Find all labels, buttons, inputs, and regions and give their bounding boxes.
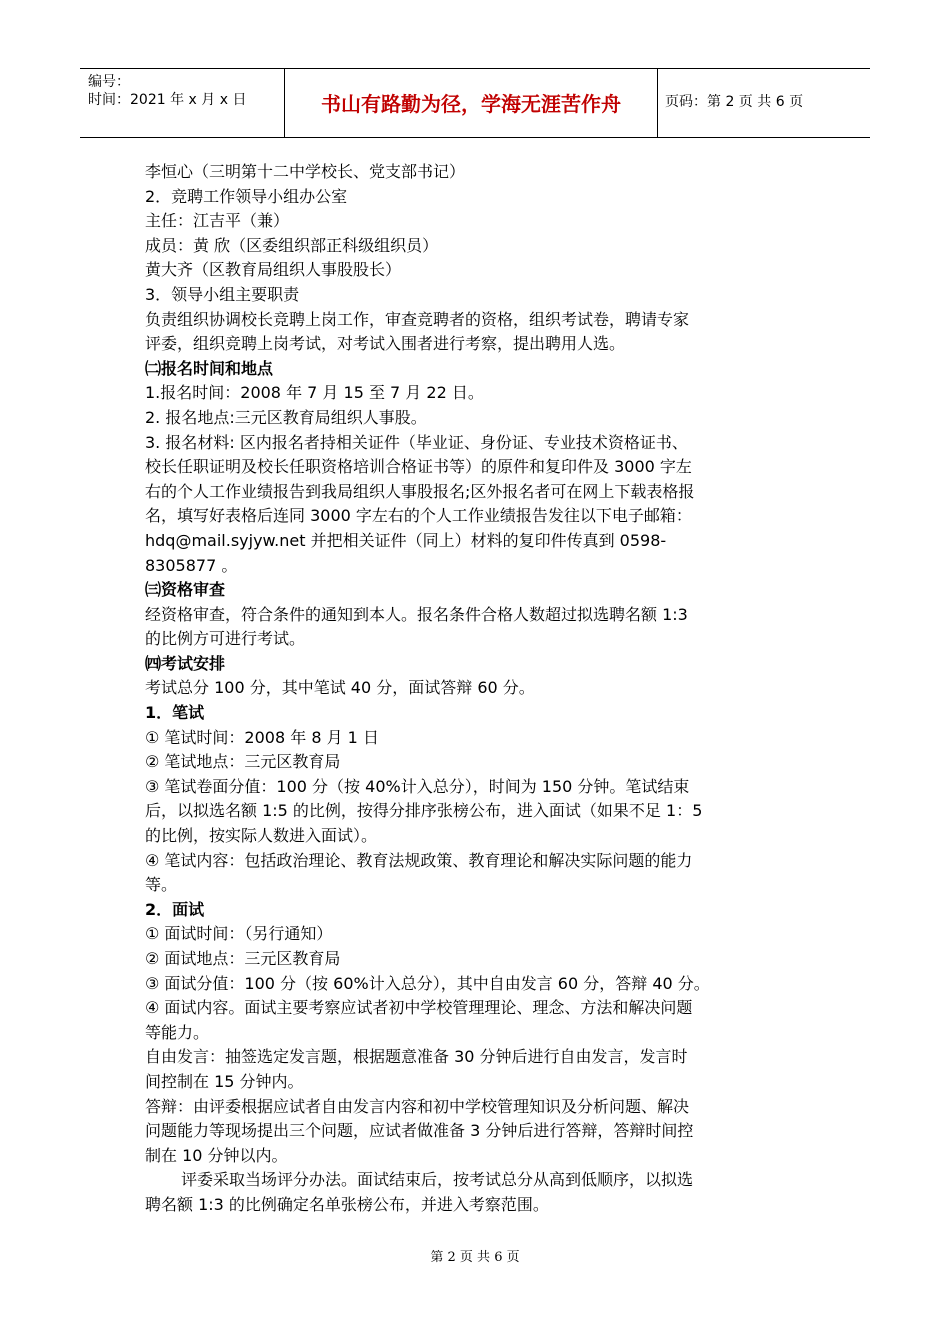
- section-heading: ㈣考试安排: [145, 653, 226, 673]
- page-header: [80, 68, 870, 138]
- text-line: 答辩：由评委根据应试者自由发言内容和初中学校管理知识及分析问题、解决: [145, 1096, 690, 1116]
- text-line: hdq@mail.syjyw.net 并把相关证件（同上）材料的复印件传真到 0598-: [145, 530, 667, 550]
- page-info: 页码：第 2 页 共 6 页: [665, 94, 804, 110]
- number-label: 编号：: [88, 74, 130, 90]
- subsection-heading: 2．面试: [145, 899, 205, 919]
- text-line: 等。: [145, 875, 178, 895]
- header-page-cell: [657, 69, 870, 137]
- text-line: ④ 笔试内容：包括政治理论、教育法规政策、教育理论和解决实际问题的能力: [145, 850, 693, 870]
- text-line: 3. 报名材料: 区内报名者持相关证件（毕业证、身份证、专业技术资格证书、: [145, 432, 688, 452]
- text-line: 评委采取当场评分办法。面试结束后，按考试总分从高到低顺序，以拟选: [181, 1170, 694, 1190]
- text-line: 的比例方可进行考试。: [145, 629, 306, 649]
- text-line: 自由发言：抽签选定发言题，根据题意准备 30 分钟后进行自由发言，发言时: [145, 1047, 688, 1067]
- text-line: 黄大齐（区教育局组织人事股股长）: [145, 260, 402, 280]
- text-line: 2. 报名地点:三元区教育局组织人事股。: [145, 407, 427, 427]
- text-line: ④ 面试内容。面试主要考察应试者初中学校管理理论、理念、方法和解决问题: [145, 998, 693, 1018]
- section-heading: ㈢资格审查: [145, 580, 226, 600]
- text-line: 右的个人工作业绩报告到我局组织人事股报名;区外报名者可在网上下载表格报: [145, 481, 695, 501]
- document-body: [145, 160, 815, 1218]
- time-label: 时间：2021 年 x 月 x 日: [88, 92, 247, 108]
- text-line: ② 笔试地点：三元区教育局: [145, 752, 341, 772]
- text-line: 校长任职证明及校长任职资格培训合格证书等）的原件和复印件及 3000 字左: [145, 457, 692, 477]
- text-line: 后，以拟选名额 1:5 的比例，按得分排序张榜公布，进入面试（如果不足 1：5: [145, 801, 703, 821]
- text-line: 1.报名时间：2008 年 7 月 15 至 7 月 22 日。: [145, 383, 484, 403]
- text-line: 等能力。: [145, 1022, 210, 1042]
- text-line: 主任：江吉平（兼）: [145, 211, 290, 231]
- text-line: ③ 面试分值：100 分（按 60%计入总分），其中自由发言 60 分，答辩 40 分。: [145, 973, 710, 993]
- text-line: 的比例，按实际人数进入面试）。: [145, 826, 378, 846]
- text-line: 名，填写好表格后连同 3000 字左右的个人工作业绩报告发往以下电子邮箱：: [145, 506, 692, 526]
- text-line: 成员：黄 欣（区委组织部正科级组织员）: [145, 235, 439, 255]
- text-line: 李恒心（三明第十二中学校长、党支部书记）: [145, 162, 466, 181]
- text-line: 经资格审查，符合条件的通知到本人。报名条件合格人数超过拟选聘名额 1:3: [145, 604, 688, 624]
- text-line: 考试总分 100 分，其中笔试 40 分，面试答辩 60 分。: [145, 678, 535, 698]
- text-line: 负责组织协调校长竞聘上岗工作，审查竞聘者的资格，组织考试卷，聘请专家: [145, 309, 690, 329]
- text-line: 评委，组织竞聘上岗考试，对考试入围者进行考察，提出聘用人选。: [145, 334, 626, 354]
- header-meta-cell: [80, 69, 284, 137]
- page-footer: 第 2 页 共 6 页: [430, 1250, 520, 1265]
- text-line: ② 面试地点：三元区教育局: [145, 949, 341, 968]
- text-line: 聘名额 1:3 的比例确定名单张榜公布，并进入考察范围。: [145, 1194, 549, 1214]
- text-line: 3．领导小组主要职责: [145, 284, 300, 304]
- text-line: ③ 笔试卷面分值：100 分（按 40%计入总分），时间为 150 分钟。笔试结束: [145, 776, 690, 796]
- text-line: 2．竞聘工作领导小组办公室: [145, 186, 348, 206]
- text-line: 制在 10 分钟以内。: [145, 1145, 288, 1165]
- text-line: 问题能力等现场提出三个问题，应试者做准备 3 分钟后进行答辩，答辩时间控: [145, 1121, 694, 1141]
- motto: 书山有路勤为径，学海无涯苦作舟: [321, 92, 621, 116]
- text-line: 间控制在 15 分钟内。: [145, 1071, 304, 1091]
- text-line: ① 笔试时间：2008 年 8 月 1 日: [145, 727, 379, 747]
- subsection-heading: 1．笔试: [145, 703, 205, 723]
- text-line: 8305877 。: [145, 555, 238, 575]
- section-heading: ㈡报名时间和地点: [145, 358, 274, 378]
- text-line: ① 面试时间：（另行通知）: [145, 924, 333, 944]
- header-motto-cell: [284, 69, 658, 137]
